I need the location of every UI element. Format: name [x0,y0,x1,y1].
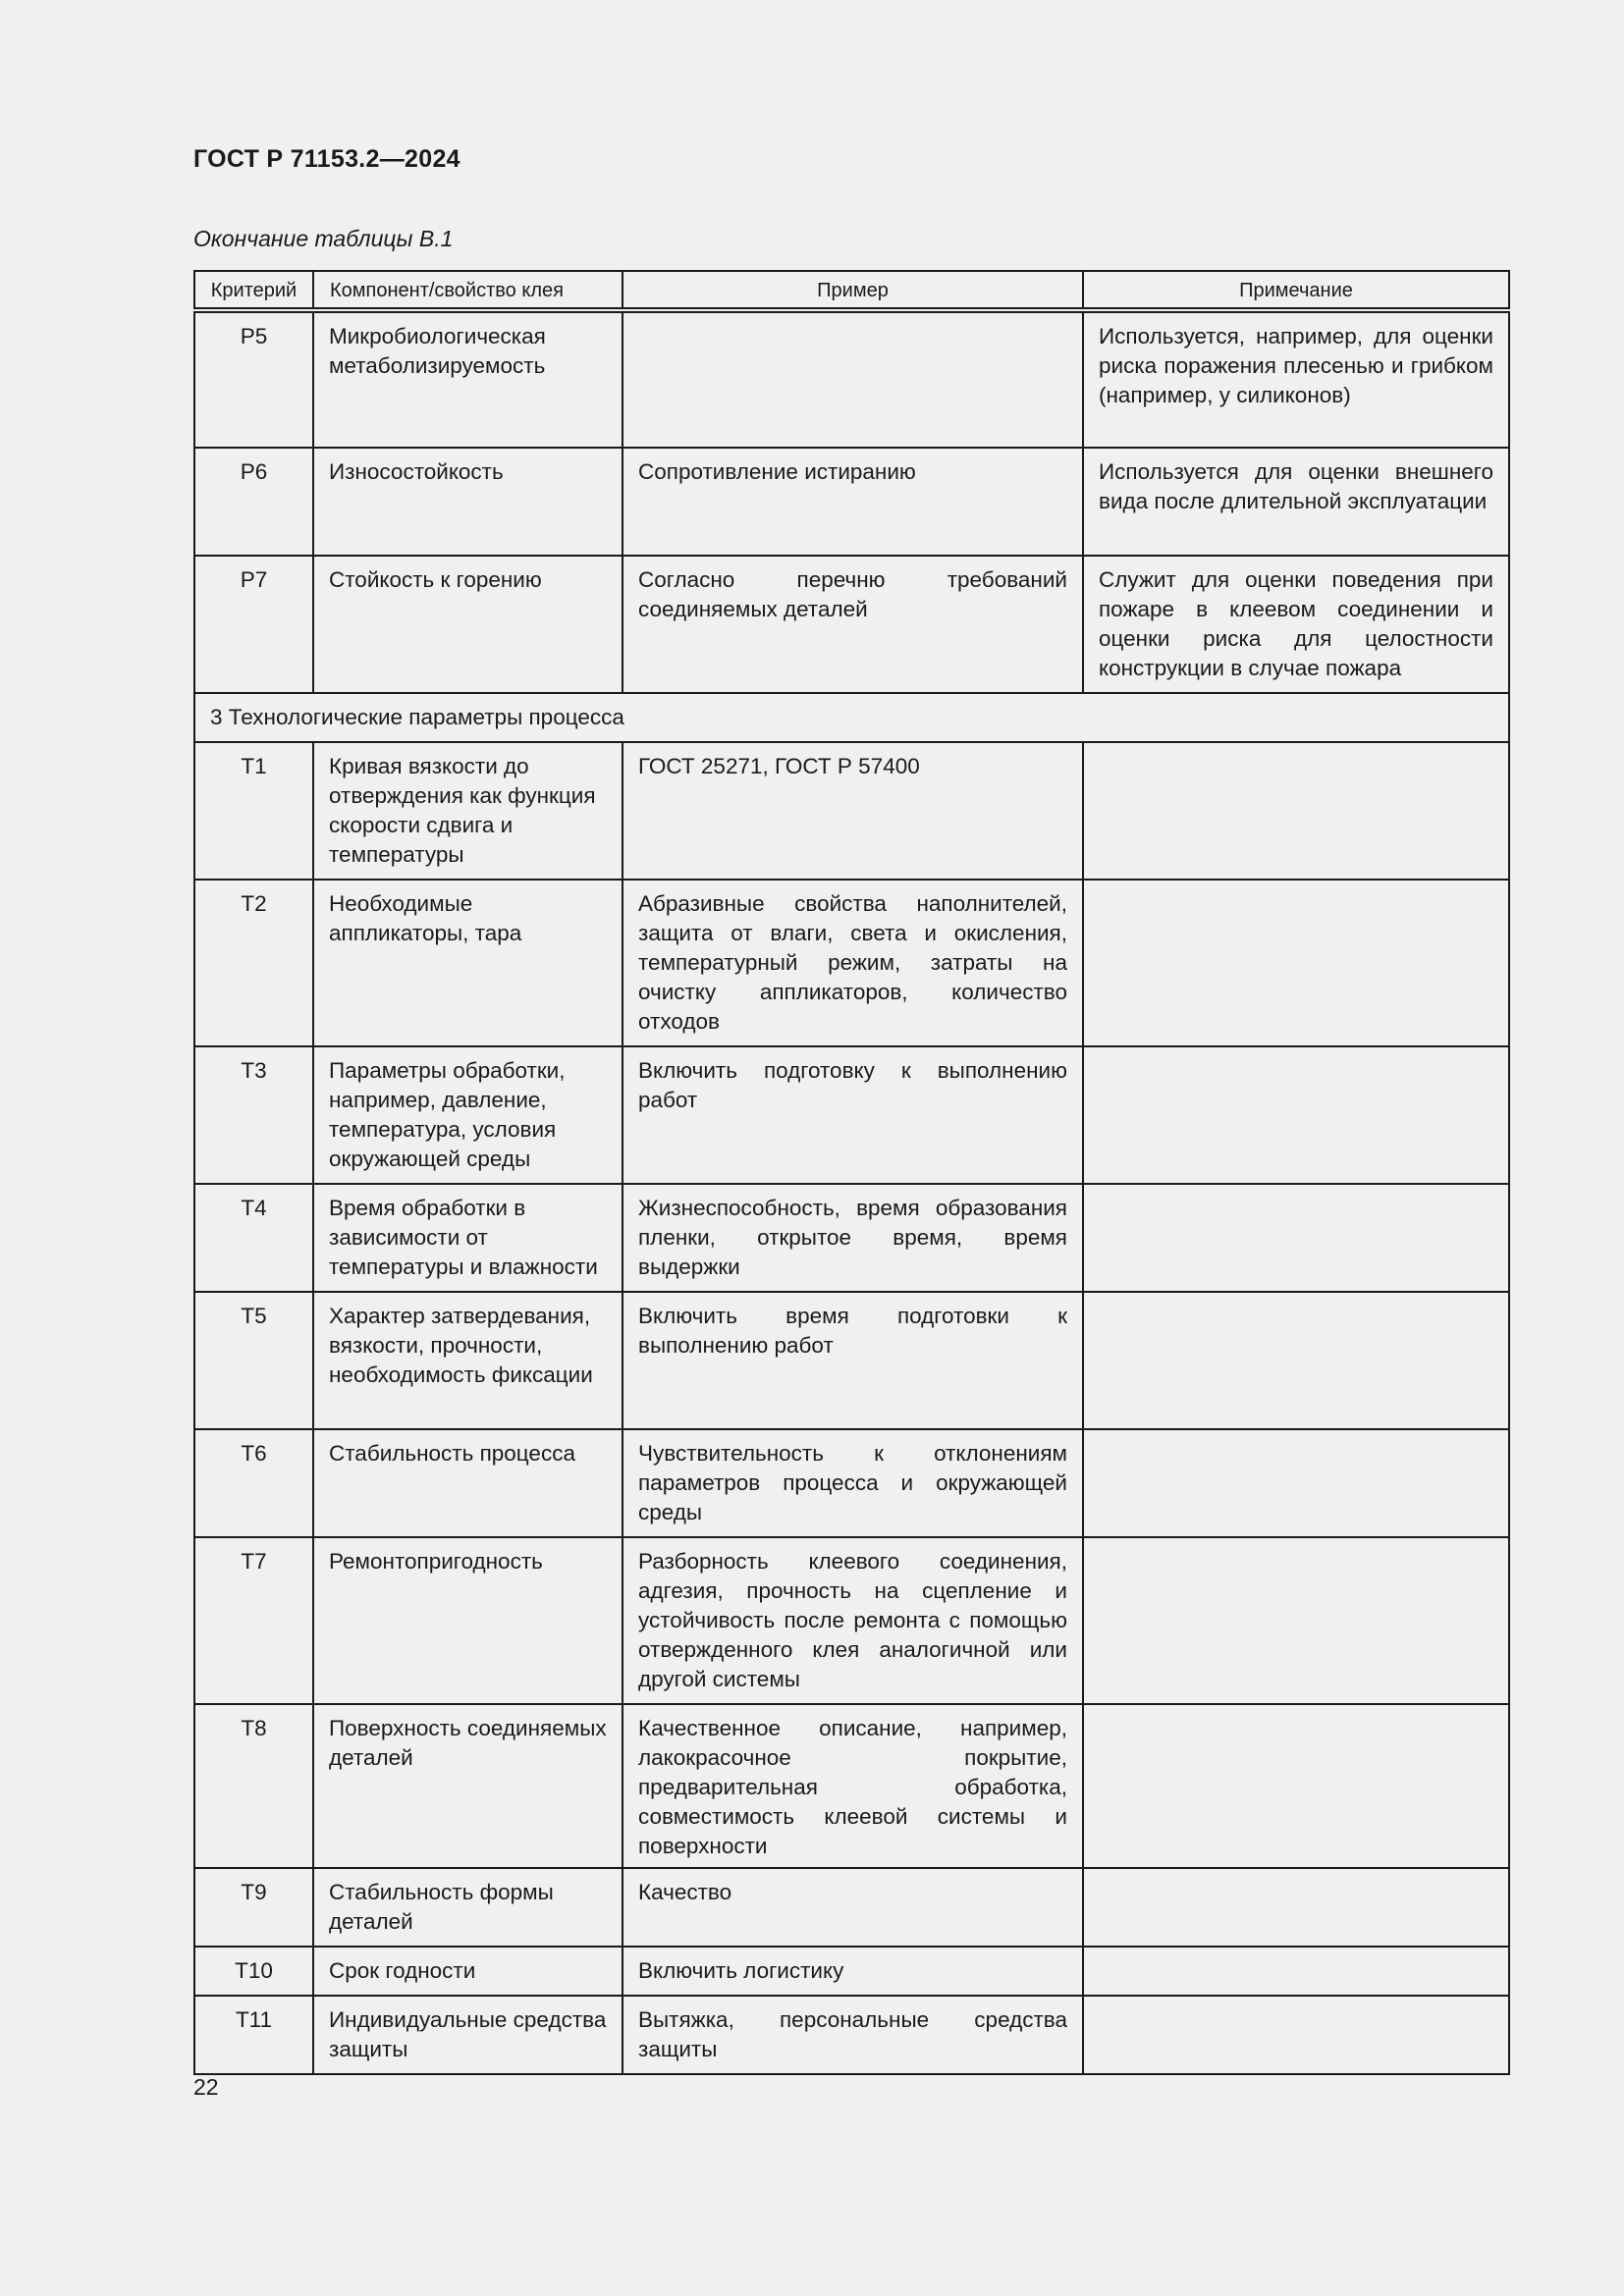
cell-example: Согласно перечню требований соединяемых деталей [623,556,1083,693]
cell-example: Абразивные свойства наполнителей, защита от влаги, света и окисления, температурный режим, затраты на очистку аппликаторов, количество отходов [623,880,1083,1046]
cell-note [1083,1292,1509,1429]
cell-note [1083,1429,1509,1537]
table-row [194,1046,1509,1184]
cell-note: Служит для оценки поведения при пожаре в клеевом соединении и оценки риска для целостности конструкции в случае пожара [1083,556,1509,693]
table-row [194,1429,1509,1537]
cell-component: Срок годности [313,1947,623,1996]
section-header-row [194,693,1509,742]
table-row [194,880,1509,1046]
table-row [194,1947,1509,1996]
cell-note [1083,1868,1509,1947]
criteria-table [193,270,1510,2075]
cell-note [1083,1537,1509,1704]
cell-component: Необходимые аппликаторы, тара [313,880,623,1046]
cell-example: Жизнеспособность, время образования пленки, открытое время, время выдержки [623,1184,1083,1292]
table-row [194,1704,1509,1868]
cell-component: Время обработки в зависимости от температуры и влажности [313,1184,623,1292]
cell-code: P6 [194,448,313,556]
cell-note [1083,1996,1509,2074]
table-header-row [194,271,1509,310]
column-header-component: Компонент/свойство клея [313,271,623,310]
cell-example: Включить время подготовки к выполнению работ [623,1292,1083,1429]
table-row [194,310,1509,448]
table-row [194,1292,1509,1429]
cell-component: Стабильность процесса [313,1429,623,1537]
table-row [194,1868,1509,1947]
cell-note: Используется для оценки внешнего вида после длительной эксплуатации [1083,448,1509,556]
table-row [194,448,1509,556]
cell-code: T7 [194,1537,313,1704]
cell-code: T6 [194,1429,313,1537]
cell-note [1083,880,1509,1046]
cell-code: T8 [194,1704,313,1868]
cell-component: Параметры обработки, например, давление, температура, условия окружающей среды [313,1046,623,1184]
cell-component: Индивидуальные средства защиты [313,1996,623,2074]
page-number: 22 [193,2074,219,2100]
table-row [194,1184,1509,1292]
cell-code: T11 [194,1996,313,2074]
cell-note [1083,742,1509,880]
cell-component: Стабильность формы деталей [313,1868,623,1947]
cell-code: T10 [194,1947,313,1996]
cell-code: P5 [194,310,313,448]
cell-code: T9 [194,1868,313,1947]
cell-example: Качество [623,1868,1083,1947]
cell-component: Стойкость к горению [313,556,623,693]
cell-note [1083,1947,1509,1996]
cell-code: P7 [194,556,313,693]
column-header-note: Примечание [1083,271,1509,310]
cell-component: Кривая вязкости до отверждения как функция скорости сдвига и температуры [313,742,623,880]
cell-note: Используется, например, для оценки риска поражения плесенью и грибком (например, у силиконов) [1083,310,1509,448]
cell-example [623,310,1083,448]
table-row [194,1537,1509,1704]
table-row [194,556,1509,693]
column-header-example: Пример [623,271,1083,310]
cell-note [1083,1704,1509,1868]
table-row [194,742,1509,880]
cell-component: Ремонтопригодность [313,1537,623,1704]
cell-example: Чувствительность к отклонениям параметров процесса и окружающей среды [623,1429,1083,1537]
cell-example: ГОСТ 25271, ГОСТ Р 57400 [623,742,1083,880]
document-title: ГОСТ Р 71153.2—2024 [193,145,460,173]
column-header-criterion: Критерий [194,271,313,310]
cell-note [1083,1184,1509,1292]
cell-example: Вытяжка, персональные средства защиты [623,1996,1083,2074]
cell-code: T2 [194,880,313,1046]
cell-example: Включить логистику [623,1947,1083,1996]
cell-component: Износостойкость [313,448,623,556]
table-caption: Окончание таблицы В.1 [193,226,454,251]
cell-component: Поверхность соединяемых деталей [313,1704,623,1868]
cell-code: T3 [194,1046,313,1184]
cell-note [1083,1046,1509,1184]
cell-example: Сопротивление истиранию [623,448,1083,556]
section-title: 3 Технологические параметры процесса [194,693,1509,742]
cell-code: T1 [194,742,313,880]
cell-example: Разборность клеевого соединения, адгезия, прочность на сцепление и устойчивость после ремонта с помощью отвержденного клея аналогичной или другой системы [623,1537,1083,1704]
cell-component: Характер затвердевания, вязкости, прочности, необходимость фиксации [313,1292,623,1429]
cell-code: T5 [194,1292,313,1429]
cell-example: Качественное описание, например, лакокрасочное покрытие, предварительная обработка, совместимость клеевой системы и поверхности [623,1704,1083,1868]
cell-example: Включить подготовку к выполнению работ [623,1046,1083,1184]
table-row [194,1996,1509,2074]
cell-code: T4 [194,1184,313,1292]
cell-component: Микробиологическая метаболизируемость [313,310,623,448]
